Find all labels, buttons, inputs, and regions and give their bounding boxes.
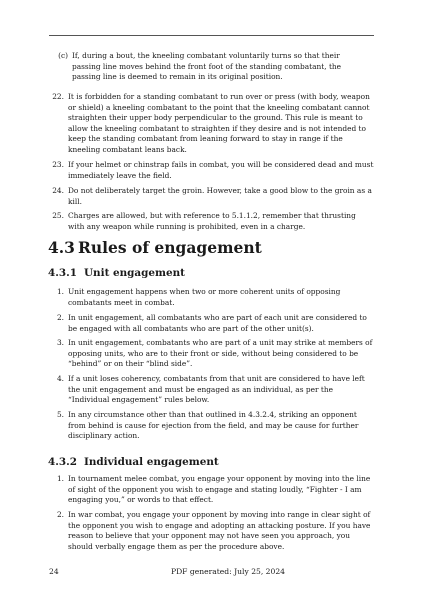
list-item: [56, 338, 374, 370]
list-item: [56, 313, 374, 334]
list-item: [56, 474, 374, 506]
list-marker: 1.: [56, 287, 64, 296]
list-item-text: If, during a bout, the kneeling combatant voluntarily turns so that their passing line moves behind the front foot of the standing combatant, the passing line is deemed to remain in its original position.: [72, 51, 342, 82]
list-item-text: If your helmet or chinstrap fails in combat, you will be considered dead and must immediately leave the field.: [68, 160, 374, 180]
list-item: [52, 211, 374, 232]
list-item: [56, 374, 374, 406]
list-marker: 2.: [56, 313, 64, 322]
section-heading: [48, 238, 262, 257]
subsection-heading: [48, 267, 185, 279]
list-item: [52, 92, 374, 156]
list-item-text: In any circumstance other than that outlined in 4.3.2.4, striking an opponent from behind is cause for ejection from the field, and may be cause for further disciplinary action.: [68, 410, 359, 441]
subsection-heading: [48, 456, 219, 468]
list-item: [56, 287, 374, 308]
list-marker: 2.: [56, 510, 64, 519]
subsection-number: 4.3.2: [48, 456, 77, 468]
list-item-text: If a unit loses coherency, combatants from that unit are considered to have left the unit engagement and must be engaged as an individual, as per the “Individual engagement” rules below.: [68, 374, 365, 405]
generated-date: PDF generated: July 25, 2024: [170, 567, 286, 576]
list-marker: 22.: [52, 92, 64, 101]
section-title: Rules of engagement: [78, 238, 262, 257]
subsection-title: Individual engagement: [84, 456, 219, 468]
list-item: [52, 186, 374, 207]
list-marker: 3.: [56, 338, 64, 347]
list-marker: 24.: [52, 186, 64, 195]
list-marker: 25.: [52, 211, 64, 220]
list-marker: 5.: [56, 410, 64, 419]
subsection-title: Unit engagement: [84, 267, 185, 279]
subsection-number: 4.3.1: [48, 267, 77, 279]
list-item-text: In tournament melee combat, you engage your opponent by moving into the line of sight of the opponent you wish to engage and stating loudly, “Fighter - I am engaging you,” or words to that effect.: [68, 474, 371, 505]
list-marker: (c): [58, 51, 68, 60]
list-item-text: In war combat, you engage your opponent by moving into range in clear sight of the opponent you wish to engage and adopting an attacking posture. If you have reason to believe that your opponent may not have seen you approach, you should verbally engage them as per the procedure above.: [68, 510, 371, 551]
list-item-text: In unit engagement, all combatants who are part of each unit are considered to be engaged with all combatants who are part of the other unit(s).: [68, 313, 367, 333]
list-item-text: Do not deliberately target the groin. However, take a good blow to the groin as a kill.: [68, 186, 372, 206]
list-item-text: Charges are allowed, but with reference to 5.1.1.2, remember that thrusting with any weapon while running is prohibited, even in a charge.: [68, 211, 356, 231]
list-marker: 4.: [56, 374, 64, 383]
page-number: 24: [49, 567, 59, 576]
list-item: [56, 510, 374, 552]
list-item: [58, 51, 368, 83]
header-rule: [49, 35, 374, 36]
list-item: [52, 160, 374, 181]
list-item-text: It is forbidden for a standing combatant to run over or press (with body, weapon or shield) a kneeling combatant to the point that the kneeling combatant cannot straighten their upper body perpendicular to the ground. This rule is meant to allow the kneeling combatant to straighten if they desire and is not intended to keep the standing combatant from leaning forward to stay in range if the kneeling combatant leans back.: [68, 92, 370, 154]
section-number: 4.3: [48, 238, 75, 257]
list-marker: 23.: [52, 160, 64, 169]
list-item-text: In unit engagement, combatants who are part of a unit may strike at members of opposing units, who are to their front or side, without being considered to be “behind” or on their “blind side”.: [68, 338, 373, 369]
list-item-text: Unit engagement happens when two or more coherent units of opposing combatants meet in combat.: [68, 287, 341, 307]
list-marker: 1.: [56, 474, 64, 483]
list-item: [56, 410, 374, 442]
